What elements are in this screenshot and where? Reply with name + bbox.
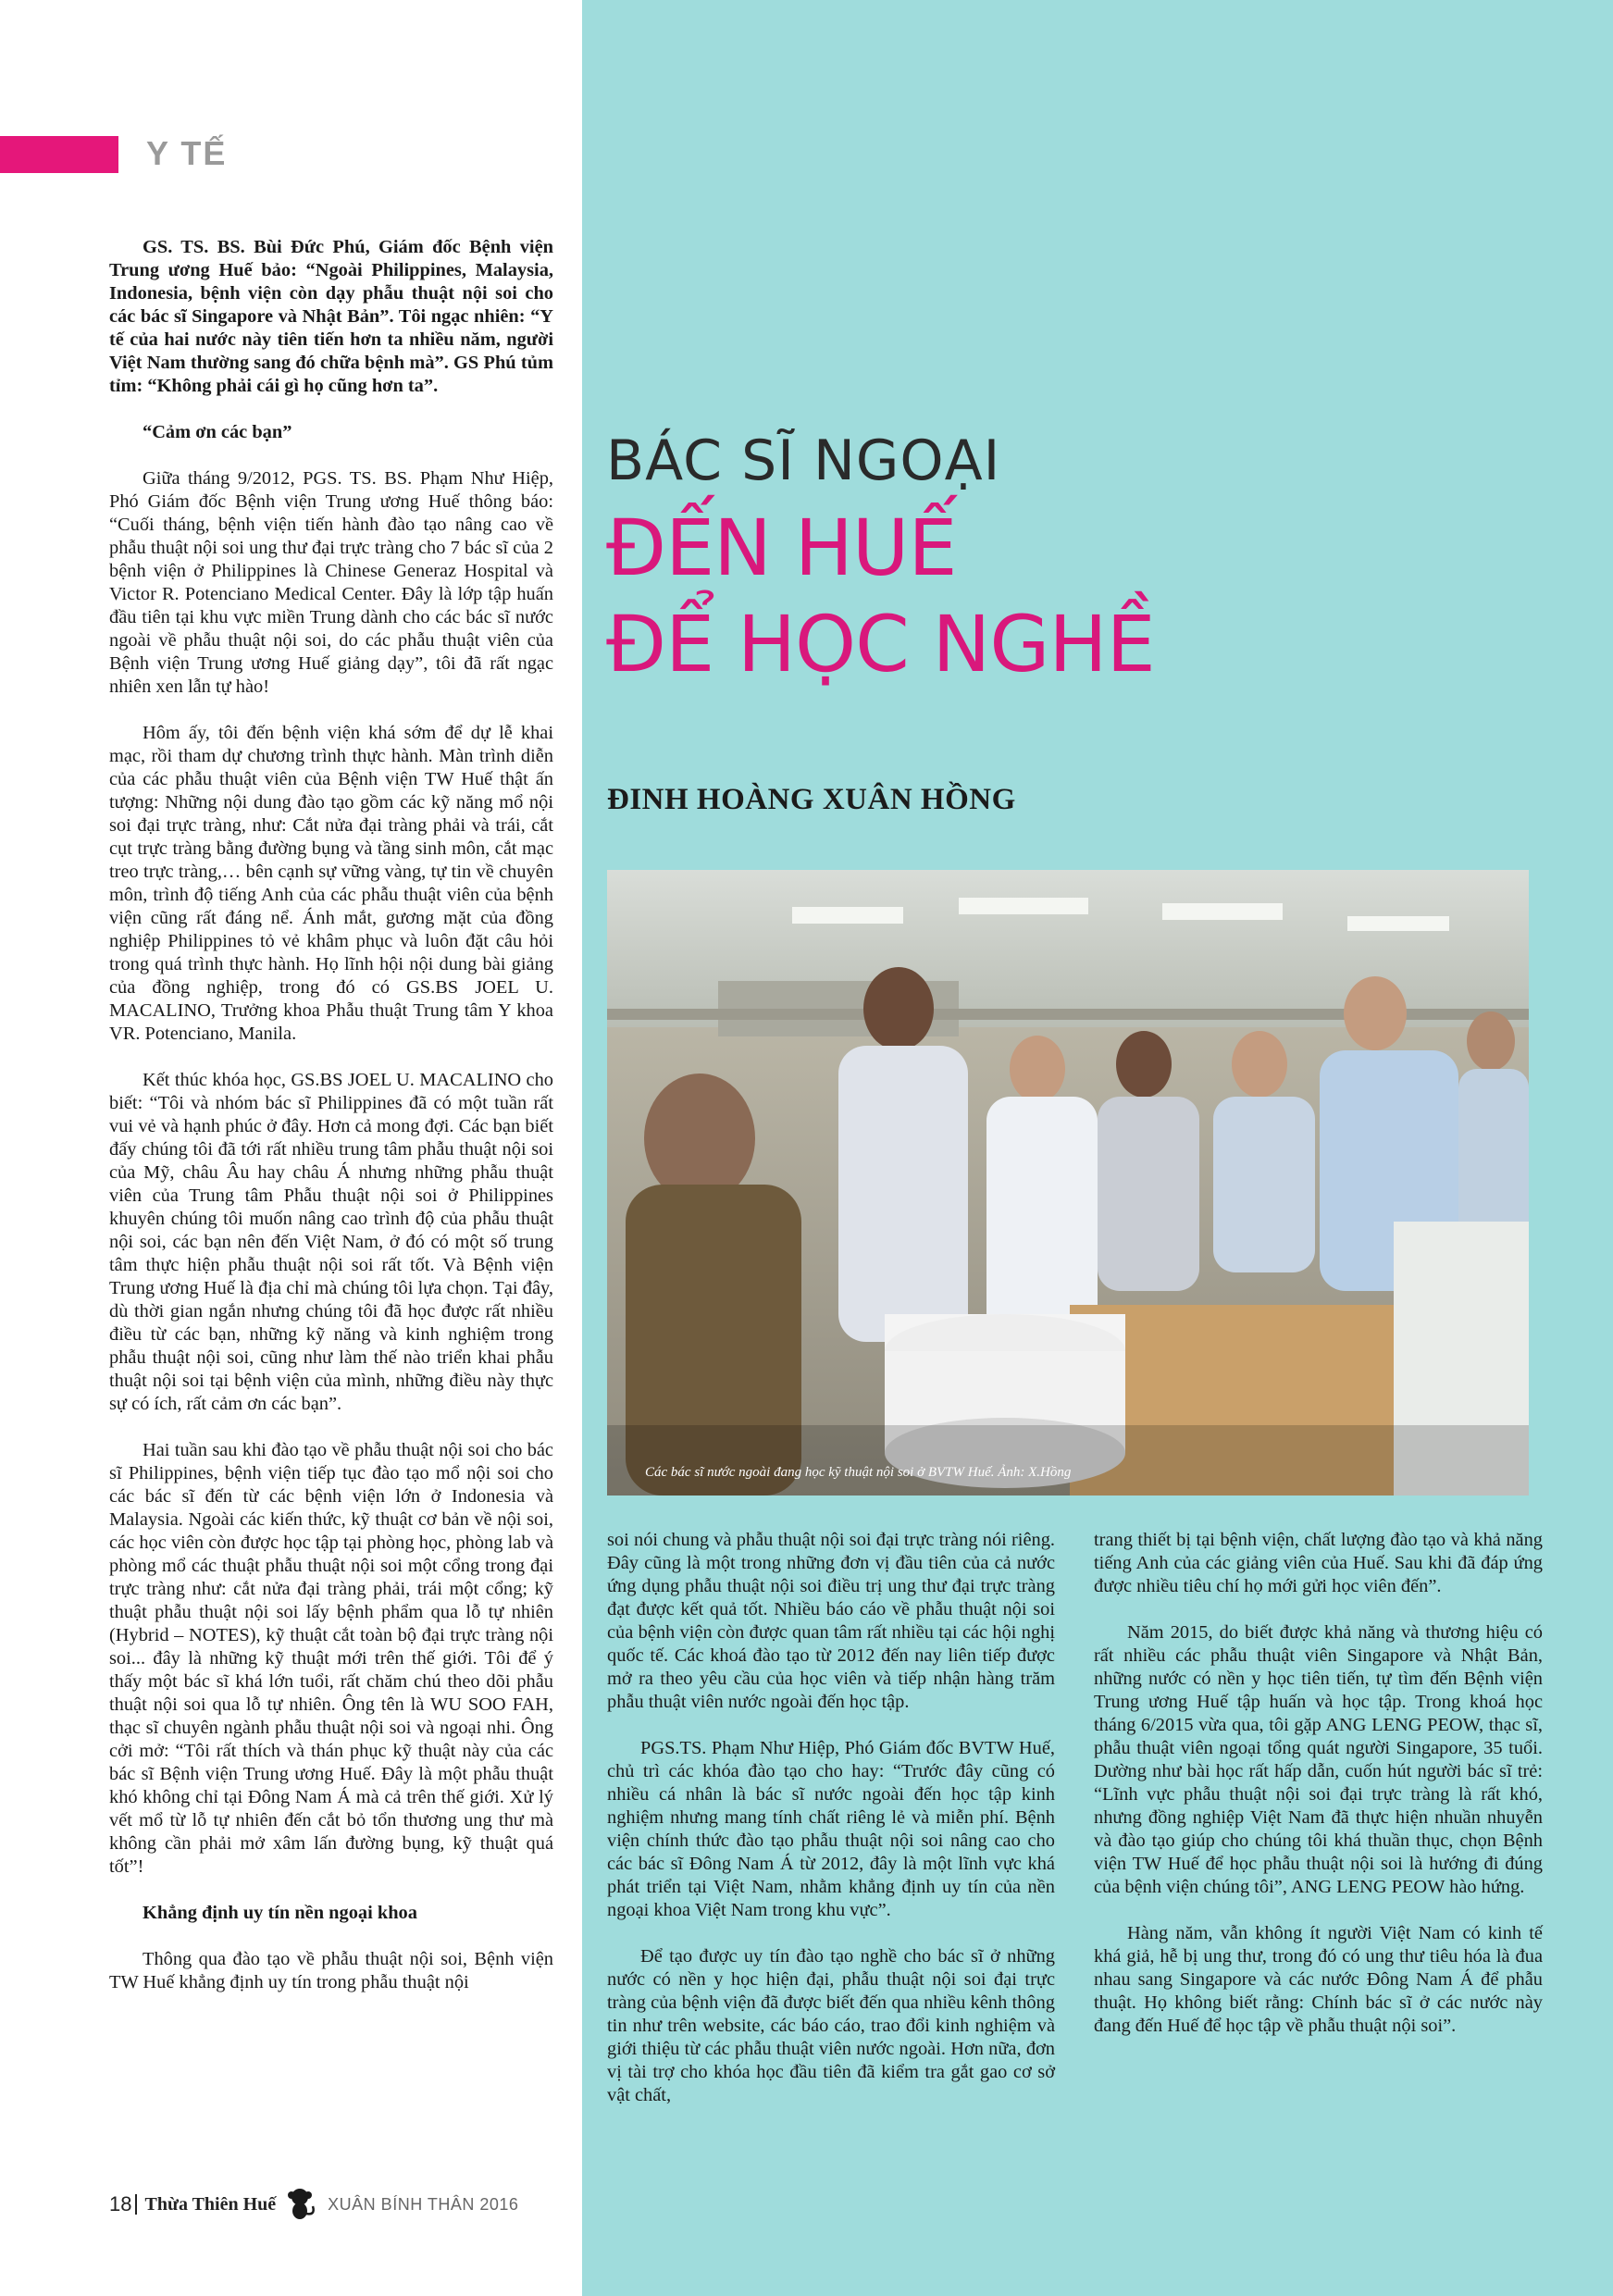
issue-label: XUÂN BÍNH THÂN 2016 (328, 2194, 519, 2214)
lead-paragraph: GS. TS. BS. Bùi Đức Phú, Giám đốc Bệnh viện Trung ương Huế bảo: “Ngoài Philippines, Malaysia, Indonesia, bệnh viện còn dạy phẫu thuật nội soi cho các bác sĩ Singapore và Nhật Bản”. Tôi ngạc nhiên: “Y tế của hai nước này tiên tiến hơn ta nhiều năm, người Việt Nam thường sang đó chữa bệnh mà”. GS Phú tủm tỉm: “Không phải cái gì họ cũng hơn ta”. (109, 237, 553, 396)
body-paragraph: PGS.TS. Phạm Như Hiệp, Phó Giám đốc BVTW Huế, chủ trì các khóa đào tạo cho hay: “Trước đây cũng có nhiều cá nhân là bác sĩ nước ngoài đến học tập kinh nghiệm nhưng mang tính chất riêng lẻ và miễn phí. Bệnh viện chính thức đào tạo phẫu thuật nội soi nâng cao cho các bác sĩ Đông Nam Á từ 2012, đây là một lĩnh vực khá phát triển tại Việt Nam, nhằm khẳng định uy tín của nền ngoại khoa Việt Nam trong khu vực”. (607, 1738, 1055, 1920)
title-line-1: BÁC SĨ NGOẠI (606, 428, 1001, 493)
section-accent-bar (0, 136, 118, 173)
body-paragraph: soi nói chung và phẫu thuật nội soi đại trực tràng nói riêng. Đây cũng là một trong những đơn vị đầu tiên của cả nước ứng dụng phẫu thuật nội soi điều trị ung thư đại trực tràng đạt được kết quả tốt. Nhiều báo cáo về phẫu thuật nội soi của bệnh viện còn được quan tâm rất nhiều tại các hội nghị quốc tế. Các khoá đào tạo từ 2012 đến nay liên tiếp được mở ra theo yêu cầu của học viên và tiếp nhận hàng trăm phẫu thuật viên nước ngoài đến học tập. (607, 1530, 1055, 1712)
title-line-3: ĐỂ HỌC NGHỀ (606, 599, 1155, 689)
subheading-reputation: Khẳng định uy tín nền ngoại khoa (143, 1903, 417, 1923)
body-paragraph: Năm 2015, do biết được khả năng và thương hiệu có rất nhiều các phẫu thuật viên Singapore và Nhật Bản, những nước có nền y học tiên tiến, tự tìm đến Bệnh viện Trung ương Huế tập huấn và học tập. Trong khoá học tháng 6/2015 vừa qua, tôi gặp ANG LENG PEOW, thạc sĩ, phẫu thuật viên ngoại tổng quát người Singapore, 35 tuổi. Dường như bài học rất hấp dẫn, cuốn hút người bác sĩ trẻ: “Lĩnh vực phẫu thuật nội soi đại trực tràng là rất khó, nhưng đồng nghiệp Việt Nam đã thực hiện nhuần nhuyễn và đào tạo giúp cho chúng tôi khá thuần thục, chọn Bệnh viện TW Huế để học phẫu thuật nội soi là hướng đi đúng của bệnh viện chúng tôi”, ANG LENG PEOW hào hứng. (1094, 1622, 1543, 1897)
photo-illustration (607, 870, 1529, 1496)
article-title (606, 428, 1155, 689)
body-paragraph: Giữa tháng 9/2012, PGS. TS. BS. Phạm Như Hiệp, Phó Giám đốc Bệnh viện Trung ương Huế thông báo: “Cuối tháng, bệnh viện tiến hành đào tạo nâng cao về phẫu thuật nội soi ung thư đại trực tràng cho 7 bác sĩ của 2 bệnh viện ở Philippines là Chinese Generaz Hospital và Victor R. Potenciano Medical Center. Đây là lớp tập huấn đầu tiên tại khu vực miền Trung dành cho các bác sĩ nước ngoài về phẫu thuật nội soi, do các phẫu thuật viên của Bệnh viện Trung ương Huế giảng dạy”, tôi đã rất ngạc nhiên xen lẫn tự hào! (109, 468, 553, 697)
left-article-column (109, 236, 553, 1994)
right-article-column (1094, 1529, 1543, 2038)
photo-caption: Các bác sĩ nước ngoài đang học kỹ thuật nội soi ở BVTW Huế. Ảnh: X.Hồng (645, 1465, 1072, 1480)
monkey-icon (281, 2184, 318, 2226)
title-line-2: ĐẾN HUẾ (606, 503, 957, 593)
body-paragraph: trang thiết bị tại bệnh viện, chất lượng đào tạo và khả năng tiếng Anh của các giảng viên của Huế. Sau khi đã đáp ứng được nhiều tiêu chí họ mới gửi học viên đến”. (1094, 1530, 1543, 1596)
subheading-thanks: “Cảm ơn các bạn” (143, 422, 292, 442)
page-number: 18 (109, 2192, 132, 2215)
body-paragraph: Hai tuần sau khi đào tạo về phẫu thuật nội soi cho bác sĩ Philippines, bệnh viện tiếp tục đào tạo mổ nội soi cho các bác sĩ đến từ các bệnh viện lớn ở Indonesia và Malaysia. Ngoài các kiến thức, kỹ thuật cơ bản về nội soi, các học viên còn được học tập tại phòng học, phòng lab và phòng mổ các thuật phẫu thuật nội soi một cổng trong đại trực tràng như: cắt nửa đại tràng phải, trái một cổng; kỹ thuật phẫu thuật nội soi lấy bệnh phẩm qua lỗ tự nhiên (Hybrid – NOTES), kỹ thuật cắt toàn bộ đại trực tràng nội soi... đây là những kỹ thuật mới trên thế giới. Tôi để ý thấy một bác sĩ khá lớn tuổi, rất chăm chú theo dõi phẫu thuật nội soi qua lỗ tự nhiên. Ông tên là WU SOO FAH, thạc sĩ chuyên ngành phẫu thuật nội soi và ngoại nhi. Ông cởi mở: “Tôi rất thích và thán phục kỹ thuật này của các bác sĩ Bệnh viện Trung ương Huế. Đây là một phẫu thuật khó không chỉ tại Đông Nam Á mà cả trên thế giới. Xử lý vết mổ từ lỗ tự nhiên đến cắt bỏ tổn thương ung thư mà không cần phải mở xâm lấn đường bụng, kỹ thuật quá tốt”! (109, 1440, 553, 1877)
body-paragraph: Hôm ấy, tôi đến bệnh viện khá sớm để dự lễ khai mạc, rồi tham dự chương trình thực hành. Màn trình diễn của các phẫu thuật viên của Bệnh viện TW Huế thật ấn tượng: Những nội dung đào tạo gồm các kỹ năng mổ nội soi đại trực tràng, như: Cắt nửa đại tràng phải và trái, cắt cụt trực tràng bằng đường bụng và tầng sinh môn, cắt mạc treo trực tràng,… bên cạnh sự vững vàng, tự tin về chuyên môn, trình độ tiếng Anh của các phẫu thuật viên của bệnh viện cũng rất đáng nể. Ánh mắt, gương mặt của đồng nghiệp Philippines tỏ vẻ khâm phục và luôn đặt câu hỏi trong quá trình thực hành. Họ lĩnh hội nội dung bài giảng của đồng nghiệp, trong đó có GS.BS JOEL U. MACALINO, Trưởng khoa Phẫu thuật Trung tâm Y khoa VR. Potenciano, Manila. (109, 723, 553, 1044)
footer-divider (135, 2194, 137, 2215)
body-paragraph: Thông qua đào tạo về phẫu thuật nội soi, Bệnh viện TW Huế khẳng định uy tín trong phẫu thuật nội (109, 1949, 553, 1992)
page-footer (109, 2186, 518, 2223)
author-byline: ĐINH HOÀNG XUÂN HỒNG (607, 783, 1016, 816)
body-paragraph: Để tạo được uy tín đào tạo nghề cho bác sĩ ở những nước có nền y học hiện đại, phẫu thuật nội soi đại trực tràng của bệnh viện đã được biết đến qua nhiều kênh thông tin như trên website, các báo cáo, trao đổi kinh nghiệm và giới thiệu từ các phẫu thuật viên nước ngoài. Hơn nữa, đơn vị tài trợ cho khóa học đầu tiên đã kiểm tra gắt gao cơ sở vật chất, (607, 1946, 1055, 2105)
article-photo (607, 870, 1529, 1496)
body-paragraph: Hàng năm, vẫn không ít người Việt Nam có kinh tế khá giả, hễ bị ung thư, trong đó có ung thư tiêu hóa là đua nhau sang Singapore và các nước Đông Nam Á để phẫu thuật. Họ không biết rằng: Chính bác sĩ ở các nước này đang đến Huế để học tập về phẫu thuật nội soi”. (1094, 1923, 1543, 2036)
section-label: Y TẾ (146, 134, 228, 172)
magazine-name: Thừa Thiên Huế (144, 2193, 277, 2215)
body-paragraph: Kết thúc khóa học, GS.BS JOEL U. MACALINO cho biết: “Tôi và nhóm bác sĩ Philippines đã có một tuần rất vui vẻ và hạnh phúc ở đây. Hơn cả mong đợi. Các bạn biết đấy chúng tôi đã tới rất nhiều trung tâm phẫu thuật nội soi của Mỹ, châu Âu hay châu Á nhưng những phẫu thuật viên của Trung tâm Phẫu thuật nội soi ở Philippines khuyên chúng tôi muốn nâng cao trình độ của phẫu thuật nội soi, các bạn nên đến Việt Nam, ở đó có một số trung tâm thực hiện phẫu thuật nội soi rất tốt. Và Bệnh viện Trung ương Huế là địa chỉ mà chúng tôi lựa chọn. Tại đây, dù thời gian ngắn nhưng chúng tôi đã học được rất nhiều điều từ các bạn, những kỹ năng và kinh nghiệm trong phẫu thuật nội soi, cũng như làm thế nào triển khai phẫu thuật nội soi tại bệnh viện của mình, những điều này thực sự có ích, rất cảm ơn các bạn”. (109, 1070, 553, 1414)
middle-article-column (607, 1529, 1055, 2107)
